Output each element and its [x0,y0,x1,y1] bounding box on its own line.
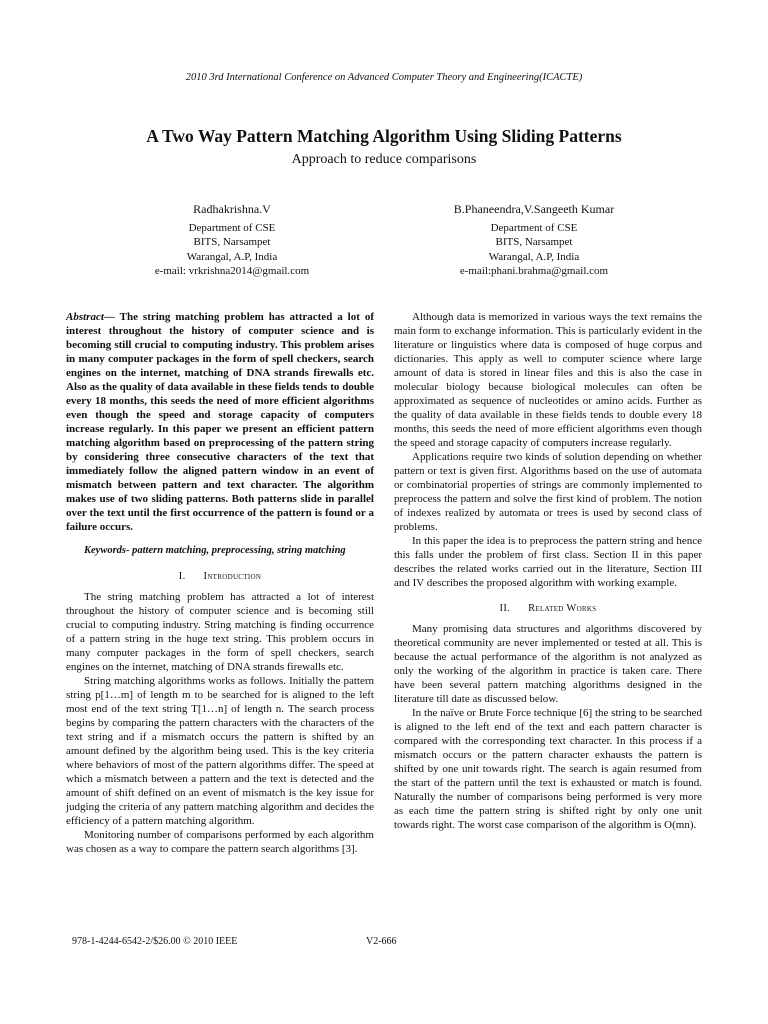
author-institution: BITS, Narsampet [193,236,271,248]
footer-isbn: 978-1-4244-6542-2/$26.00 © 2010 IEEE [72,936,238,947]
paragraph: Applications require two kinds of solution depending on whether pattern or text is given first. Algorithms based on the use of automata or combinatorial properties of strings are commonly implemented to preprocess the pattern and solve the first kind of problem. The notion of indexes realized by automata or trees is used by second class of problems. [394,451,702,533]
paragraph: Although data is memorized in various ways the text remains the main form to exchange information. This is particularly evident in the literature or linguistics where data is composed of huge corpus and dictionaries. This apply as well to computer science where large amount of data is stored in linear files and this is also the case in molecular biology because biological molecules can often be approximated as sequence of nucleotides or amino acids. Further as the quality of data available in these fields tends to double every 18 months, this seeds the need of more efficient algorithms even though the speed and storage capacity of computers increase regularly. [394,311,702,449]
footer-page-number: V2-666 [366,936,397,947]
paper-title: A Two Way Pattern Matching Algorithm Using Sliding Patterns [146,126,622,146]
author-institution: BITS, Narsampet [495,236,573,248]
author-department: Department of CSE [188,221,276,234]
author-email: e-mail: vrkrishna2014@gmail.com [154,265,310,277]
keywords: Keywords- pattern matching, preprocessing, string matching [84,545,346,556]
abstract-text: The string matching problem has attracted a lot of interest throughout the history of computer science and is becoming still crucial to computing industry. This problem arises in many computer packages in the form of spell checkers, search engines on the internet, matching of DNA strands firewalls etc. Also as the quality of data available in these fields tends to double every 18 months, this seeds the need of more efficient algorithms even though the speed and storage capacity of computers increase regularly. In this paper we present an efficient pattern matching algorithm based on preprocessing of the pattern string by considering three consecutive characters of the text that immediately follow the aligned pattern window in an event of mismatch between pattern and text character. The algorithm makes use of two sliding patterns. Both patterns slide in parallel over the text until the first occurrence of the pattern is found or a failure occurs. [66,311,374,533]
paragraph: String matching algorithms works as follows. Initially the pattern string p[1…m] of length m to be searched for is aligned to the left most end of the text string T[1…n] of length n. The search process begins by comparing the pattern characters with the characters of the text string and if a mismatch occurs the pattern is shifted by an amount defined by the algorithm being used. This is the key criteria where behaviors of most of the pattern algorithms differ. The speed at which a mismatch between a pattern and the text is detected and the amount of shift defined on an event of mismatch is the key issue for judging the criteria of any pattern matching algorithm and decides the efficiency of a pattern matching algorithm. [66,675,374,827]
section-number: II. [499,603,511,614]
author-name: Radhakrishna.V [193,202,271,216]
author-location: Warangal, A.P, India [488,250,580,263]
paragraph: In the naïve or Brute Force technique [6] the string to be searched is aligned to the left end of the text and each pattern character is compared with the corresponding text character. In this process if a mismatch occurs or the pattern character exhausts the pattern is shifted by one unit towards right. The search is again resumed from the start of the pattern until the text is exhausted or match is found. Naturally the number of comparisons being performed is very more as each time the pattern string is shifted right by only one unit towards right. The worst case comparison of the algorithm is O(mn). [394,707,702,831]
abstract [66,310,374,534]
author-department: Department of CSE [490,221,578,234]
paragraph: In this paper the idea is to preprocess the pattern string and hence this falls under the problem of first class. Section II in this paper describes the related works carried out in the literature, Section III and IV describes the proposed algorithm with working example. [394,535,702,589]
paragraph: The string matching problem has attracted a lot of interest throughout the history of computer science and is becoming still crucial to computing industry. String matching is finding occurrence of a pattern string in the huge text string. This problem occurs in many computer packages in the form of spell checkers, search engines on the internet, matching of DNA strands firewalls etc. [66,591,374,673]
author-email: e-mail:phani.brahma@gmail.com [459,265,609,277]
section-heading-related-works [394,602,702,616]
author-block-1 [82,202,382,279]
paragraph: Monitoring number of comparisons performed by each algorithm was chosen as a way to compare the pattern search algorithms [3]. [66,829,374,855]
section-number: I. [178,571,186,582]
paper-subtitle: Approach to reduce comparisons [291,152,477,167]
abstract-lead: Abstract— [66,311,115,323]
paragraph: Many promising data structures and algorithms discovered by theoretical community are never implemented or tested at all. This is because the actual performance of the algorithm is not analyzed as only the working of the algorithm in practice is taken care. There have been several pattern matching algorithms designed in the literature till date as discussed below. [394,623,702,705]
author-block-2 [384,202,684,279]
author-name: B.Phaneendra,V.Sangeeth Kumar [453,202,615,216]
section-title: Related Works [528,603,597,614]
author-location: Warangal, A.P, India [186,250,278,263]
left-column [66,310,374,856]
section-heading-introduction [66,570,374,584]
section-title: Introduction [203,571,262,582]
right-column [394,310,702,832]
conference-header: 2010 3rd International Conference on Advanced Computer Theory and Engineering(ICACTE) [185,72,583,83]
